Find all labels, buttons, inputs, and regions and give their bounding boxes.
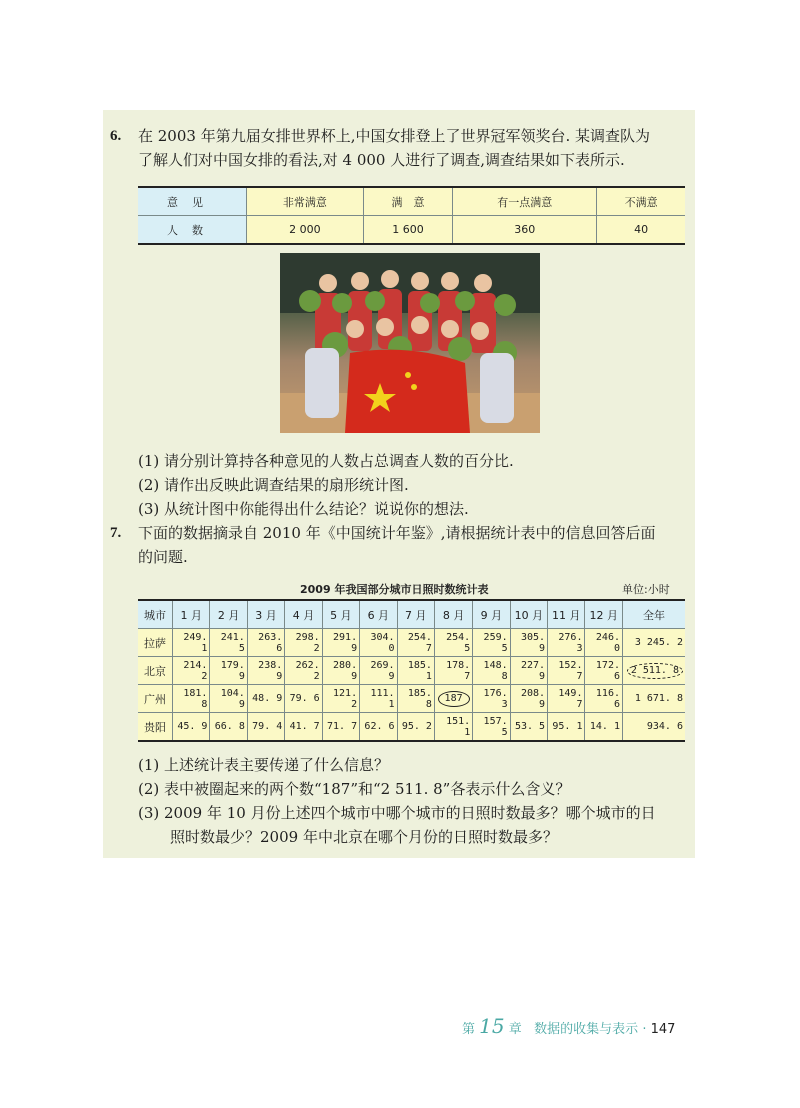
value-cell: 249. 1 [173, 629, 210, 657]
total-cell: 934. 6 [623, 713, 686, 742]
table-row [138, 685, 685, 713]
q6-subquestion-3: (3) 从统计图中你能得出什么结论？说说你的想法. [138, 500, 469, 518]
value-cell: 208. 9 [510, 685, 547, 713]
q7-number: 7. [110, 525, 122, 541]
city-cell: 北京 [138, 657, 173, 685]
opinion-count-cell: 1 600 [363, 216, 452, 245]
header-cell: 3 月 [247, 600, 284, 629]
header-cell: 1 月 [173, 600, 210, 629]
opinion-header-row [138, 187, 685, 216]
header-cell: 8 月 [434, 600, 472, 629]
sunshine-table-unit: 单位:小时 [622, 583, 670, 596]
value-cell: 280. 9 [322, 657, 359, 685]
value-cell: 254. 5 [434, 629, 472, 657]
q6-number: 6. [110, 128, 122, 144]
footer-dot: · [642, 1022, 647, 1037]
sunshine-table-title: 2009 年我国部分城市日照时数统计表 [300, 583, 489, 596]
opinion-header-cell: 有一点满意 [453, 187, 597, 216]
value-cell: 95. 2 [397, 713, 434, 742]
value-cell: 298. 2 [285, 629, 322, 657]
opinion-row-label: 意见 [138, 187, 247, 216]
value-cell: 172. 6 [585, 657, 623, 685]
value-cell: 179. 9 [210, 657, 247, 685]
value-cell: 269. 9 [360, 657, 397, 685]
header-cell: 城市 [138, 600, 173, 629]
opinion-count-cell: 40 [597, 216, 685, 245]
value-cell: 79. 4 [247, 713, 284, 742]
opinion-count-cell: 2 000 [247, 216, 364, 245]
opinion-count-row [138, 216, 685, 245]
value-cell: 185. 8 [397, 685, 434, 713]
value-cell: 149. 7 [548, 685, 585, 713]
q7-text-line2: 的问题. [138, 548, 188, 566]
value-cell: 305. 9 [510, 629, 547, 657]
value-cell: 104. 9 [210, 685, 247, 713]
header-cell: 10 月 [510, 600, 547, 629]
value-cell: 151. 1 [434, 713, 472, 742]
value-cell: 291. 9 [322, 629, 359, 657]
value-cell: 263. 6 [247, 629, 284, 657]
value-cell: 238. 9 [247, 657, 284, 685]
value-cell: 121. 2 [322, 685, 359, 713]
value-cell: 276. 3 [548, 629, 585, 657]
value-cell [434, 685, 472, 713]
value-cell: 254. 7 [397, 629, 434, 657]
city-cell: 广州 [138, 685, 173, 713]
opinion-header-cell: 非常满意 [247, 187, 364, 216]
opinion-header-cell: 不满意 [597, 187, 685, 216]
table-row [138, 713, 685, 742]
value-cell: 111. 1 [360, 685, 397, 713]
chapter-suffix: 章 [508, 1022, 522, 1037]
q7-text-line1: 下面的数据摘录自 2010 年《中国统计年鉴》,请根据统计表中的信息回答后面 [138, 524, 656, 542]
value-cell: 214. 2 [173, 657, 210, 685]
city-cell: 拉萨 [138, 629, 173, 657]
value-cell: 178. 7 [434, 657, 472, 685]
q7-subquestion-3: (3) 2009 年 10 月份上述四个城市中哪个城市的日照时数最多？哪个城市的日 [138, 804, 656, 822]
value-cell: 259. 5 [473, 629, 510, 657]
sunshine-table [138, 599, 685, 742]
q6-subquestion-2: (2) 请作出反映此调查结果的扇形统计图. [138, 476, 409, 494]
value-cell: 71. 7 [322, 713, 359, 742]
value-cell: 157. 5 [473, 713, 510, 742]
header-cell: 2 月 [210, 600, 247, 629]
q7-subquestion-2: (2) 表中被圈起来的两个数“187”和“2 511. 8”各表示什么含义？ [138, 780, 571, 798]
page-footer [462, 1014, 675, 1038]
value-cell: 181. 8 [173, 685, 210, 713]
value-cell: 14. 1 [585, 713, 623, 742]
header-cell: 全年 [623, 600, 686, 629]
value-cell: 262. 2 [285, 657, 322, 685]
opinion-count-cell: 360 [453, 216, 597, 245]
chapter-title: 数据的收集与表示 [534, 1022, 639, 1037]
total-cell: 3 245. 2 [623, 629, 686, 657]
total-cell: 1 671. 8 [623, 685, 686, 713]
header-cell: 9 月 [473, 600, 510, 629]
city-cell: 贵阳 [138, 713, 173, 742]
value-cell: 95. 1 [548, 713, 585, 742]
opinion-header-cell: 满 意 [363, 187, 452, 216]
header-cell: 12 月 [585, 600, 623, 629]
q7-subquestion-1: (1) 上述统计表主要传递了什么信息？ [138, 756, 390, 774]
circled-value: 187 [438, 691, 470, 707]
header-cell: 5 月 [322, 600, 359, 629]
value-cell: 185. 1 [397, 657, 434, 685]
sunshine-header-row [138, 600, 685, 629]
value-cell: 79. 6 [285, 685, 322, 713]
opinion-table [138, 186, 685, 245]
q6-text-line2: 了解人们对中国女排的看法,对 4 000 人进行了调查,调查结果如下表所示. [138, 151, 625, 169]
value-cell: 116. 6 [585, 685, 623, 713]
value-cell: 45. 9 [173, 713, 210, 742]
q6-text-line1: 在 2003 年第九届女排世界杯上,中国女排登上了世界冠军领奖台. 某调查队为 [138, 127, 651, 145]
header-cell: 4 月 [285, 600, 322, 629]
value-cell: 48. 9 [247, 685, 284, 713]
value-cell: 148. 8 [473, 657, 510, 685]
value-cell: 53. 5 [510, 713, 547, 742]
q6-subquestion-1: (1) 请分别计算持各种意见的人数占总调查人数的百分比. [138, 452, 514, 470]
table-row [138, 657, 685, 685]
chapter-number: 15 [479, 1014, 505, 1038]
chapter-prefix: 第 [462, 1022, 476, 1037]
value-cell: 304. 0 [360, 629, 397, 657]
header-cell: 7 月 [397, 600, 434, 629]
total-cell [623, 657, 686, 685]
value-cell: 241. 5 [210, 629, 247, 657]
header-cell: 11 月 [548, 600, 585, 629]
header-cell: 6 月 [360, 600, 397, 629]
value-cell: 246. 0 [585, 629, 623, 657]
circled-total: 2 511. 8 [627, 663, 683, 679]
value-cell: 62. 6 [360, 713, 397, 742]
value-cell: 152. 7 [548, 657, 585, 685]
q7-subquestion-3-cont: 照时数最少？2009 年中北京在哪个月份的日照时数最多？ [170, 828, 558, 846]
team-photo-illustration [280, 253, 540, 433]
value-cell: 41. 7 [285, 713, 322, 742]
page-number: 147 [650, 1022, 676, 1037]
table-row [138, 629, 685, 657]
value-cell: 66. 8 [210, 713, 247, 742]
value-cell: 176. 3 [473, 685, 510, 713]
volleyball-team-photo [280, 253, 540, 433]
count-row-label: 人数 [138, 216, 247, 245]
value-cell: 227. 9 [510, 657, 547, 685]
